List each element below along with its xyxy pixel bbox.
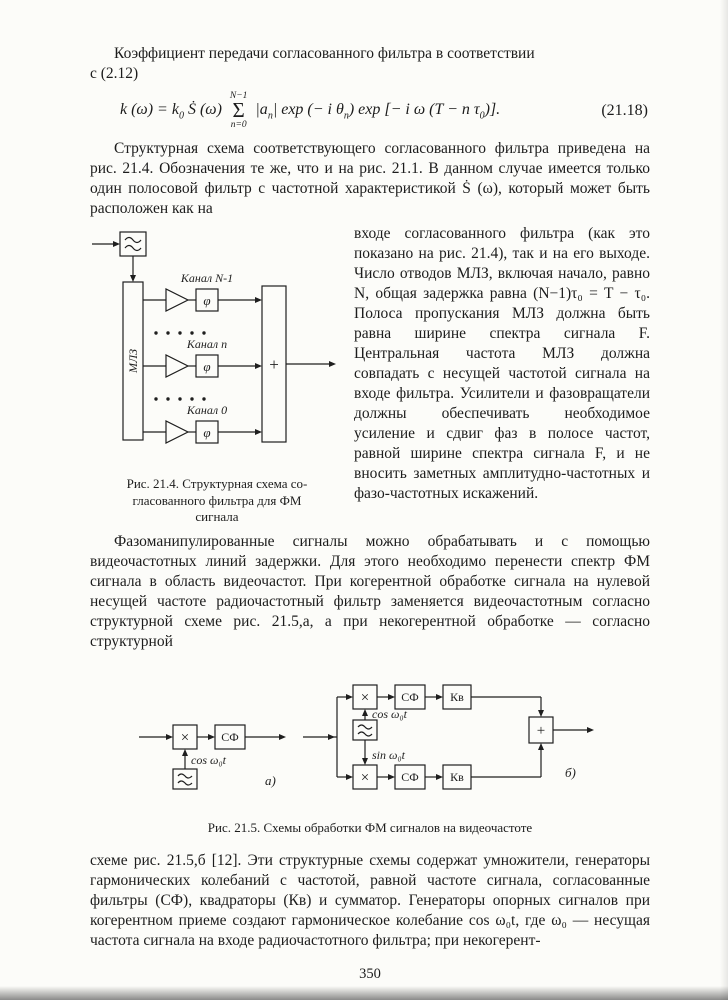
sin-label: sin ω₀t (372, 747, 405, 762)
cos-label: cos ω₀t (372, 706, 407, 721)
phi-label: φ (203, 359, 211, 374)
generator-box (353, 720, 377, 740)
paragraph-video: Фазоманипулированные сигналы можно обрабатывать и с помощью видеочастотных линий задержки. Для этого необходимо перенести спектр ФМ сигнала в область видеочастот. При когерентной обработке сигнала на нулевой несущей частоте радиочастотный фильтр заменяется видеочастотным согласно структурной схеме рис. 21.5,а, а при некогерентной обработке — согласно структурной (90, 532, 650, 650)
caption-line: Рис. 21.4. Структурная схема со- (126, 476, 308, 491)
eq-sub: n (267, 110, 273, 122)
paragraph-intro (90, 44, 650, 84)
scheme-a-label: а) (265, 772, 276, 788)
caption-line: гласованного фильтра для ФМ (132, 492, 302, 508)
sum-upper-limit: N−1 (229, 91, 248, 101)
scheme-b-label: б) (565, 764, 576, 780)
plus-label: + (536, 722, 546, 739)
multiply-label: × (180, 729, 190, 746)
generator-squiggle-icon (358, 725, 372, 729)
phi-label: φ (203, 425, 211, 440)
eq-sub: 0 (479, 110, 485, 122)
paragraph-structure-part1: Структурная схема соответствующего согласованного фильтра приведена на рис. 21.4. Обозначения те же, что и на рис. 21.1. В данном случае имеется только один полосовой фильтр с частотной характеристикой Ṡ (ω), который может быть расположен как на (90, 140, 650, 217)
kv-label: Кв (450, 769, 464, 784)
sum-lower-limit: n=0 (230, 120, 247, 130)
figure-21-5-caption: Рис. 21.5. Схемы обработки ФМ сигналов на видеочастоте (207, 819, 533, 835)
bandpass-filter-box (120, 232, 146, 256)
amplifier-triangle (166, 421, 188, 443)
page-number: 350 (359, 965, 381, 982)
scan-right-edge (720, 0, 728, 1000)
figure-21-4 (90, 224, 344, 526)
kv-label: Кв (450, 689, 464, 704)
eq-sub: n (343, 110, 349, 122)
eq-part: )]. (484, 101, 501, 119)
figure-21-4-drawing (90, 228, 344, 466)
eq-part: | exp (− i θ (272, 101, 344, 119)
multiply-label: × (360, 769, 370, 786)
page-content (90, 44, 650, 984)
amplifier-triangle (166, 355, 188, 377)
generator-squiggle-icon (178, 774, 192, 778)
summation-symbol (230, 91, 248, 130)
phi-label: φ (203, 293, 211, 308)
sf-label: СФ (401, 769, 419, 784)
mlz-label: МЛЗ (126, 348, 140, 374)
scan-bottom-edge (0, 986, 728, 1000)
generator-box (173, 769, 197, 789)
equation-number: (21.18) (601, 101, 648, 119)
eq-part: Ṡ (ω) (183, 101, 226, 119)
sigma-icon: Σ (232, 98, 245, 122)
eq-part: |a (251, 101, 268, 119)
amplifier-triangle (166, 289, 188, 311)
figure-21-4-diagram (90, 228, 340, 460)
filter-squiggle-icon (125, 238, 141, 243)
caption-line: сигнала (195, 509, 239, 524)
channel-bot-label: Канал 0 (186, 403, 228, 417)
paragraph-structure-part2: входе согласованного фильтра (как это показано на рис. 21.4), так и на его выходе. Число отводов МЛЗ, включая начало, равно N, общая задержка равна (N−1)τ₀ = T − τ₀. Полоса пропускания МЛЗ должна быть равна ширине спектра сигнала F. Центральная частота МЛЗ должна совпадать с несущей частотой сигнала на входе фильтра. Усилители и фазовращатели должны обеспечивать необходимое усиление и сдвиг фаз в полосе частот, равной ширине спектра сигнала F, и не вносить заметных амплитудно-частотных и фазо-частотных искажений. (354, 225, 650, 502)
paragraph-final: схеме рис. 21.5,б [12]. Эти структурные схемы содержат умножители, генераторы гармонических колебаний с частотой, равной частоте сигнала, согласованные фильтры (СФ), квадраторы (Кв) и сумматор. Генераторы опорных сигналов при когерентном приеме создают гармоническое колебание cos ω₀t, где ω₀ — несущая частота сигнала на входе радиочастотного фильтра; при некогерент- (90, 851, 650, 949)
channel-mid-label: Канал n (186, 337, 228, 351)
plus-label: + (269, 355, 279, 374)
figure-21-5 (90, 665, 650, 836)
sf-label: СФ (401, 689, 419, 704)
equation-21-18 (90, 91, 650, 130)
figure-21-5-diagram (135, 665, 605, 807)
eq-part: ) exp [− i ω (T − n τ (348, 101, 480, 119)
eq-part: k (ω) = k (120, 101, 179, 119)
figure-21-4-caption (90, 476, 344, 526)
intro-line-2: с (2.12) (90, 65, 139, 82)
channel-top-label: Канал N-1 (180, 271, 234, 285)
multiply-label: × (360, 689, 370, 706)
equation-body (90, 91, 601, 130)
eq-sub: 0 (178, 110, 184, 122)
sf-label: СФ (221, 729, 239, 744)
figure-text-columns (90, 224, 650, 526)
cos-label: cos ω₀t (191, 752, 226, 767)
intro-line-1: Коэффициент передачи согласованного фильтра в соответствии (114, 45, 535, 62)
